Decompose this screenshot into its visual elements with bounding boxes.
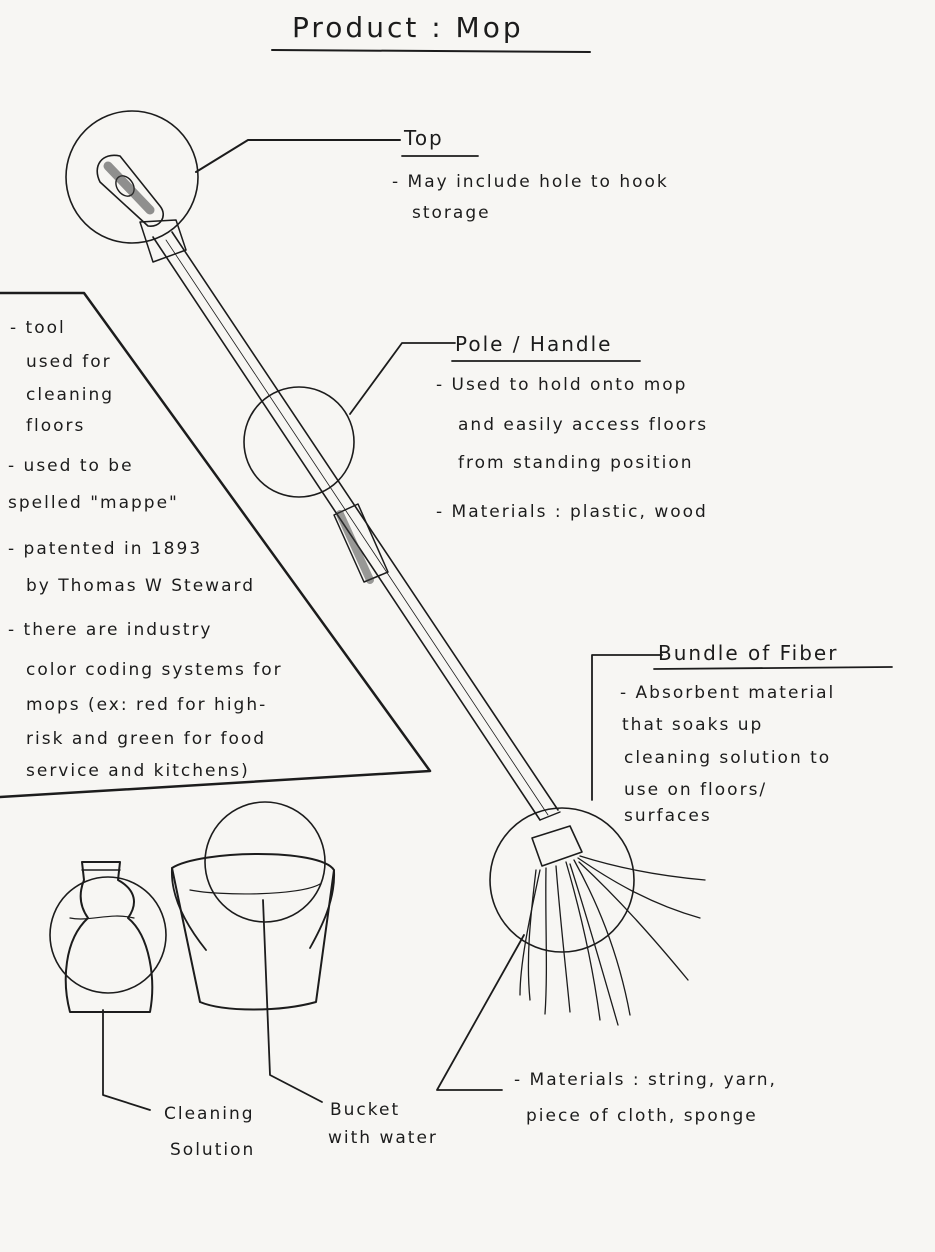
fact-line: - patented in 1893 — [8, 539, 203, 559]
fact-line: used for — [26, 352, 112, 372]
top-note-line: - May include hole to hook — [392, 172, 669, 192]
top-note-line: storage — [412, 203, 491, 223]
pole-note-line: - Materials : plastic, wood — [436, 502, 708, 522]
cleaning-solution-label: Solution — [170, 1140, 256, 1160]
fact-line: risk and green for food — [26, 729, 267, 749]
top-leader-line — [196, 140, 400, 172]
fact-line: - there are industry — [8, 620, 213, 640]
pole-note-line: from standing position — [458, 453, 694, 473]
fact-line: floors — [26, 416, 86, 436]
fact-line: cleaning — [26, 385, 115, 405]
bottle-leader-line — [103, 1010, 150, 1110]
bucket-leader-line — [263, 900, 322, 1102]
fact-line: - used to be — [8, 456, 134, 476]
bottle-detail-circle — [50, 877, 166, 993]
cleaning-solution-label: Cleaning — [164, 1104, 255, 1124]
fiber-note-line: use on floors/ — [624, 780, 768, 800]
bucket-label: Bucket — [330, 1100, 401, 1120]
page-title: Product : Mop — [292, 11, 524, 44]
fact-line: spelled "mappe" — [8, 493, 179, 513]
water-bucket — [172, 854, 334, 1010]
title-underline — [272, 50, 590, 52]
fact-line: service and kitchens) — [26, 761, 250, 781]
fiber-heading-underline — [654, 667, 892, 669]
fact-line: color coding systems for — [26, 660, 283, 680]
fiber-materials-line: piece of cloth, sponge — [526, 1106, 758, 1126]
fiber-note-line: - Absorbent material — [620, 683, 836, 703]
bucket-detail-circle — [205, 802, 325, 922]
pole-note-line: and easily access floors — [458, 415, 709, 435]
pole-note-line: - Used to hold onto mop — [436, 375, 688, 395]
top-detail-circle — [66, 111, 198, 243]
fiber-heading: Bundle of Fiber — [658, 641, 839, 665]
fiber-note-line: cleaning solution to — [624, 748, 832, 768]
fact-line: - tool — [10, 318, 66, 338]
fact-line: by Thomas W Steward — [26, 576, 255, 596]
bucket-label: with water — [328, 1128, 438, 1148]
fiber-material-leader-line — [437, 935, 524, 1090]
fiber-note-line: that soaks up — [622, 715, 764, 735]
pole-heading: Pole / Handle — [455, 332, 613, 356]
fiber-note-line: surfaces — [624, 806, 712, 826]
fiber-materials-line: - Materials : string, yarn, — [514, 1070, 777, 1090]
mop-pole — [97, 155, 558, 820]
fact-line: mops (ex: red for high- — [26, 695, 268, 715]
mop-head — [520, 812, 705, 1025]
top-heading: Top — [404, 126, 444, 150]
